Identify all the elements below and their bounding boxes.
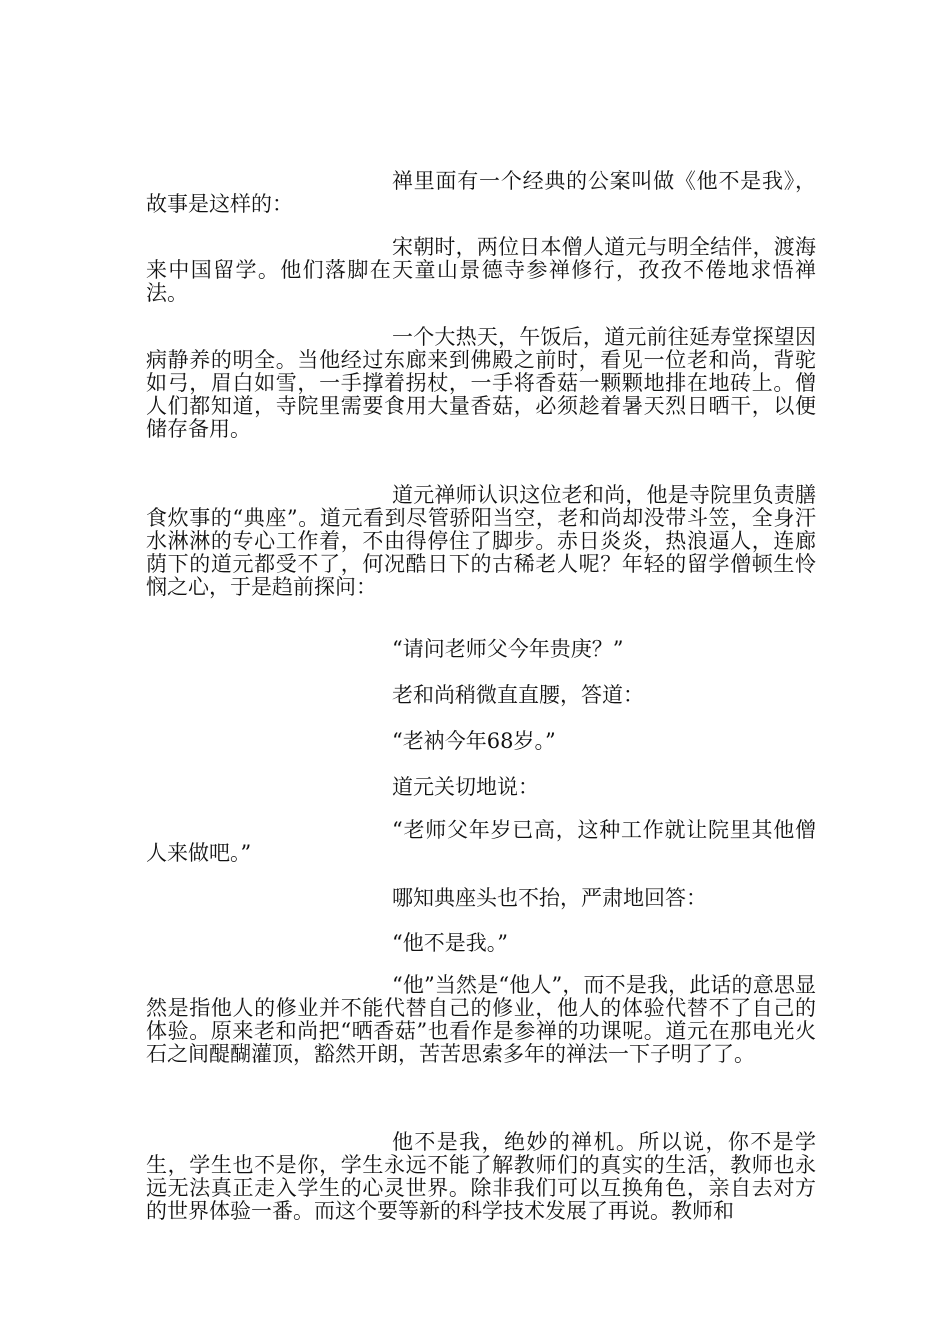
paragraph-conclusion: 他不是我，绝妙的禅机。所以说，你不是学生，学生也不是你，学生永远不能了解教师们的真实的生活，教师也永远无法真正走入学生的心灵世界。除非我们可以互换角色，亲自去对方的世界体验一番。而这个要等新的科学技术发展了再说。教师和 <box>146 1130 816 1223</box>
paragraph-dialogue-suggest: “老师父年岁已高，这种工作就让院里其他僧人来做吧。” <box>146 818 816 865</box>
paragraph-daoyuan-knows: 道元禅师认识这位老和尚，他是寺院里负责膳食炊事的“典座”。道元看到尽管骄阳当空，老和尚却没带斗笠，全身汗水淋淋的专心工作着，不由得停住了脚步。赤日炎炎，热浪逼人，连廊荫下的道元都受不了，何况酷日下的古稀老人呢？年轻的留学僧顿生怜悯之心，于是趋前探问： <box>146 483 816 599</box>
paragraph-song-dynasty: 宋朝时，两位日本僧人道元与明全结伴，渡海来中国留学。他们落脚在天童山景德寺参禅修行，孜孜不倦地求悟禅法。 <box>146 235 816 305</box>
paragraph-intro: 禅里面有一个经典的公案叫做《他不是我》，故事是这样的： <box>146 169 816 216</box>
paragraph-explanation: “他”当然是“他人”，而不是我，此话的意思显然是指他人的修业并不能代替自己的修业，他人的体验代替不了自己的体验。原来老和尚把“晒香菇”也看作是参禅的功课呢。道元在那电光火石之间醍醐灌顶，豁然开朗，苦苦思索多年的禅法一下子明了了。 <box>146 973 816 1066</box>
dialogue-line: “他不是我。” <box>392 931 508 955</box>
narration-line: 道元关切地说： <box>392 775 539 799</box>
paragraph-hot-day: 一个大热天，午饭后，道元前往延寿堂探望因病静养的明全。当他经过东廊来到佛殿之前时，看见一位老和尚，背驼如弓，眉白如雪，一手撑着拐杖，一手将香菇一颗颗地排在地砖上。僧人们都知道，寺院里需要食用大量香菇，必须趁着暑天烈日晒干，以便储存备用。 <box>146 325 816 441</box>
dialogue-line: “请问老师父今年贵庚？” <box>392 637 624 661</box>
dialogue-line: “老衲今年68岁。” <box>392 729 556 753</box>
narration-line: 哪知典座头也不抬，严肃地回答： <box>392 886 707 910</box>
narration-line: 老和尚稍微直直腰，答道： <box>392 683 644 707</box>
